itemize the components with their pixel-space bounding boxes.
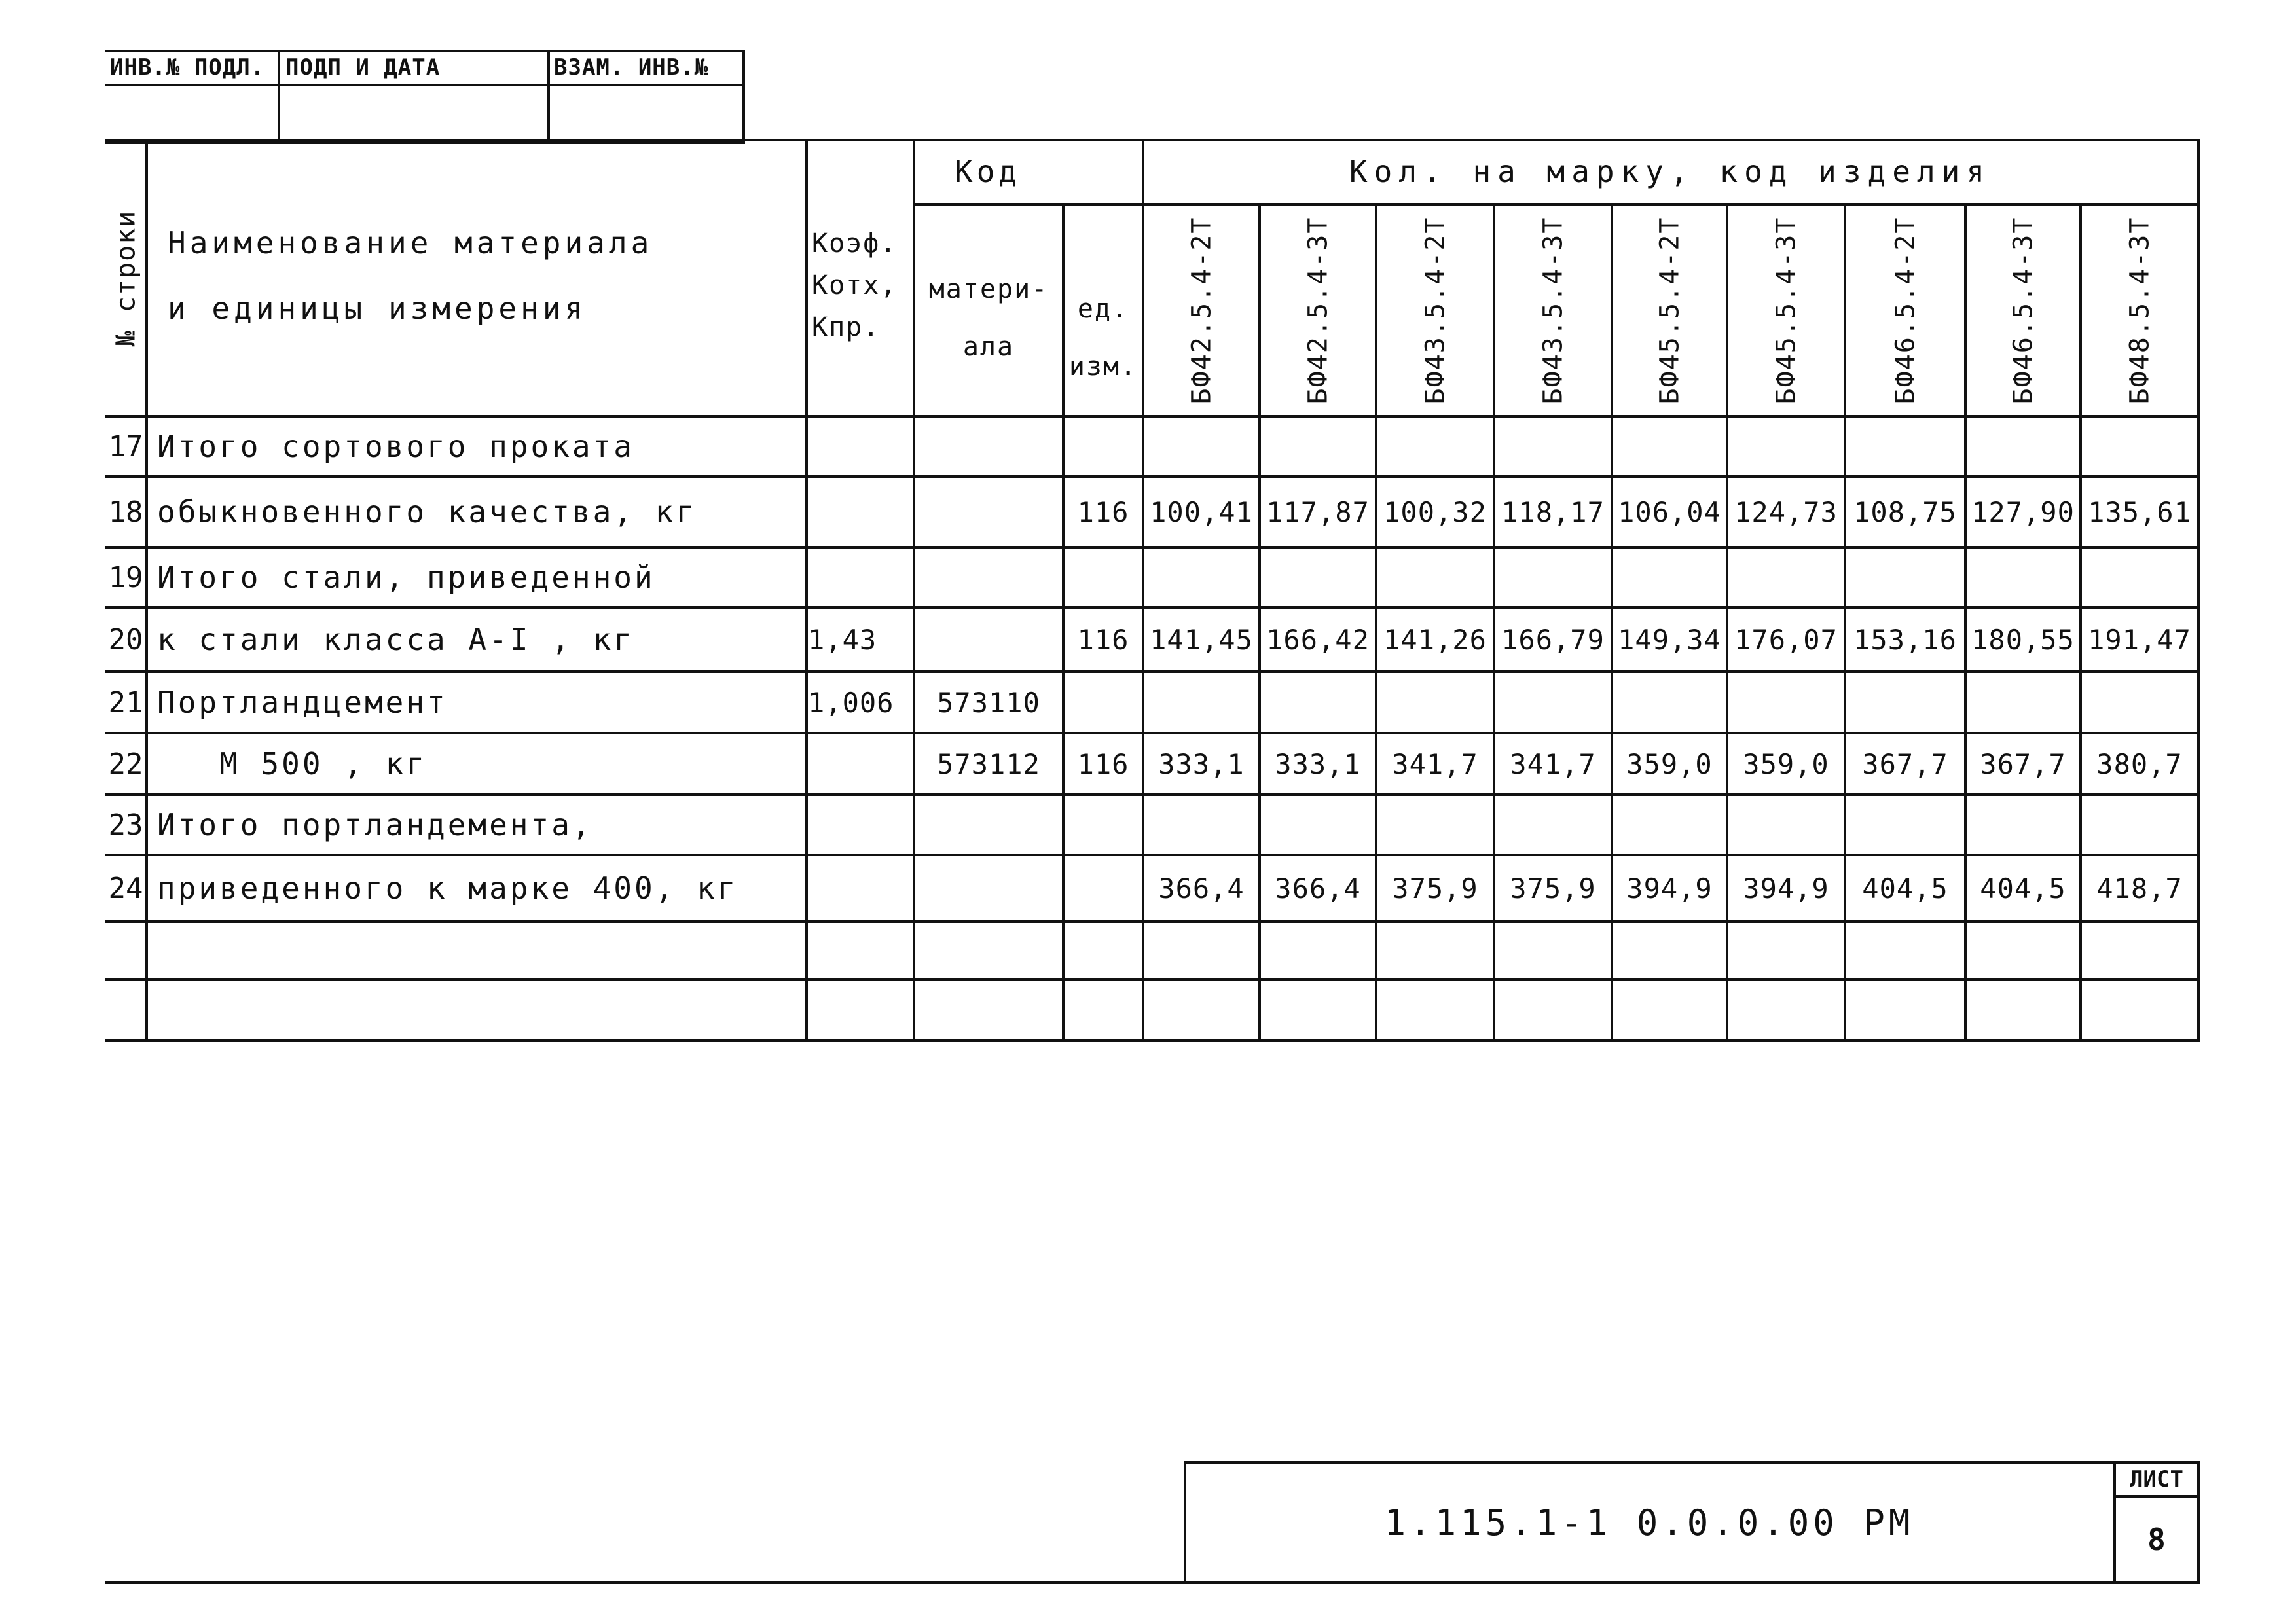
row-quantity-value: [1261, 981, 1375, 1039]
row-quantity-value: [2082, 549, 2197, 606]
row-quantity-value: 191,47: [2088, 623, 2191, 656]
row-quantity-value: 367,7: [1980, 748, 2066, 780]
row-number: 18: [108, 495, 143, 529]
row-quantity-value: 333,1: [1158, 748, 1245, 780]
row-material-name: [157, 923, 799, 978]
header-coef: Коэф. Котх, Кпр.: [812, 228, 898, 342]
row-material-name: М 500 , кг: [157, 746, 428, 782]
row-quantity-value: 380,7: [2096, 748, 2183, 780]
row-quantity-value: [1261, 673, 1375, 732]
header-mark: БФ43.5.4-3Т: [1538, 216, 1568, 405]
row-quantity-value: [1613, 923, 1726, 978]
row-quantity-value: [1495, 981, 1611, 1039]
row-quantity-value: 333,1: [1275, 748, 1361, 780]
row-quantity-value: [1728, 923, 1844, 978]
row-quantity-value: [1613, 981, 1726, 1039]
row-material-name: [157, 981, 799, 1039]
row-quantity-value: 404,5: [1980, 872, 2066, 905]
row-coefficient: [808, 418, 913, 475]
row-coefficient: 1,43: [808, 623, 877, 656]
row-material-name: Итого стали, приведенной: [157, 560, 655, 595]
header-mark: БФ45.5.4-3Т: [1771, 216, 1801, 405]
row-quantity-value: [1144, 549, 1258, 606]
row-quantity-value: [1967, 418, 2079, 475]
row-unit-code: [1065, 981, 1142, 1039]
row-material-code: 573110: [937, 686, 1040, 719]
row-quantity-value: [2082, 418, 2197, 475]
row-quantity-value: [1377, 549, 1493, 606]
row-coefficient: [808, 981, 913, 1039]
row-quantity-value: [1495, 549, 1611, 606]
row-number: 17: [108, 429, 143, 463]
row-quantity-value: [1728, 549, 1844, 606]
row-quantity-value: [1728, 796, 1844, 854]
row-number: 23: [108, 808, 143, 842]
row-material-code: [915, 923, 1062, 978]
row-quantity-value: 366,4: [1158, 872, 1245, 905]
row-quantity-value: 166,42: [1266, 623, 1370, 656]
document-code: 1.115.1-1 0.0.0.00 РМ: [1384, 1502, 1914, 1543]
row-quantity-value: [1261, 923, 1375, 978]
row-quantity-value: [1261, 796, 1375, 854]
row-quantity-value: [1377, 796, 1493, 854]
stamp-sign-date: ПОДП И ДАТА: [285, 54, 441, 81]
row-coefficient: [808, 478, 913, 546]
row-quantity-value: [1495, 796, 1611, 854]
row-coefficient: 1,006: [808, 686, 894, 719]
row-unit-code: [1065, 418, 1142, 475]
row-quantity-value: [1967, 981, 2079, 1039]
row-quantity-value: [1728, 418, 1844, 475]
row-quantity-value: 100,32: [1383, 496, 1487, 528]
row-quantity-value: 166,79: [1501, 623, 1605, 656]
row-material-code: [915, 981, 1062, 1039]
row-quantity-value: 359,0: [1743, 748, 1829, 780]
row-unit-code: [1065, 549, 1142, 606]
row-coefficient: [808, 549, 913, 606]
row-quantity-value: [2082, 923, 2197, 978]
row-quantity-value: 108,75: [1853, 496, 1957, 528]
row-quantity-value: 149,34: [1618, 623, 1721, 656]
row-quantity-value: [2082, 673, 2197, 732]
header-unit: ед. изм.: [1068, 294, 1138, 382]
row-coefficient: [808, 923, 913, 978]
row-quantity-value: 135,61: [2088, 496, 2191, 528]
row-quantity-value: 367,7: [1862, 748, 1948, 780]
row-material-code: [915, 856, 1062, 920]
row-coefficient: [808, 856, 913, 920]
row-quantity-value: [1144, 673, 1258, 732]
header-mark: БФ45.5.4-2Т: [1654, 216, 1685, 405]
row-number: [106, 923, 145, 978]
row-quantity-value: [1377, 923, 1493, 978]
row-quantity-value: [1144, 418, 1258, 475]
row-quantity-value: [1144, 981, 1258, 1039]
header-mark: БФ46.5.4-2Т: [1890, 216, 1920, 405]
header-name-line2: и единицы измерения: [168, 291, 587, 326]
header-code-group: Код: [955, 154, 1021, 189]
sheet-label: ЛИСТ: [2130, 1466, 2183, 1492]
row-quantity-value: 117,87: [1266, 496, 1370, 528]
stamp-replace-inv: ВЗАМ. ИНВ.№: [554, 54, 709, 81]
row-quantity-value: 141,26: [1383, 623, 1487, 656]
row-quantity-value: 375,9: [1510, 872, 1596, 905]
row-quantity-value: [1377, 981, 1493, 1039]
row-material-code: [915, 609, 1062, 670]
row-number: 21: [108, 685, 143, 719]
row-unit-code: [1065, 796, 1142, 854]
row-material-code: [915, 549, 1062, 606]
row-unit-code: 116: [1077, 748, 1129, 780]
header-mark: БФ43.5.4-2Т: [1420, 216, 1450, 405]
row-quantity-value: 141,45: [1150, 623, 1253, 656]
row-number: 24: [108, 871, 143, 905]
row-quantity-value: [1846, 923, 1964, 978]
header-code-material: матери- ала: [928, 274, 1049, 362]
row-quantity-value: [1846, 796, 1964, 854]
row-quantity-value: 153,16: [1853, 623, 1957, 656]
row-quantity-value: 366,4: [1275, 872, 1361, 905]
row-unit-code: [1065, 856, 1142, 920]
header-mark: БФ42.5.4-3Т: [1303, 216, 1333, 405]
row-quantity-value: [1261, 549, 1375, 606]
header-mark: БФ42.5.4-2Т: [1186, 216, 1216, 405]
row-quantity-value: [1377, 673, 1493, 732]
row-material-name: Портландцемент: [157, 685, 448, 720]
sheet-number: 8: [2147, 1522, 2166, 1557]
stamp-inv-no: ИНВ.№ ПОДЛ.: [110, 54, 265, 81]
row-quantity-value: 394,9: [1626, 872, 1713, 905]
row-quantity-value: [1967, 549, 2079, 606]
row-number: 19: [108, 560, 143, 594]
row-quantity-value: 341,7: [1510, 748, 1596, 780]
row-quantity-value: [2082, 796, 2197, 854]
row-quantity-value: 394,9: [1743, 872, 1829, 905]
row-material-name: приведенного к марке 400, кг: [157, 871, 738, 906]
row-quantity-value: 375,9: [1392, 872, 1478, 905]
row-quantity-value: [1846, 673, 1964, 732]
row-number: [106, 981, 145, 1039]
row-quantity-value: [1967, 796, 2079, 854]
row-quantity-value: [1144, 923, 1258, 978]
row-quantity-value: [1144, 796, 1258, 854]
row-quantity-value: [1728, 981, 1844, 1039]
row-quantity-value: [1495, 673, 1611, 732]
row-quantity-value: 127,90: [1971, 496, 2075, 528]
row-material-code: [915, 418, 1062, 475]
row-quantity-value: [2082, 981, 2197, 1039]
row-unit-code: 116: [1077, 623, 1129, 656]
header-mark: БФ48.5.4-3Т: [2124, 216, 2155, 405]
row-number: 22: [108, 747, 143, 781]
row-quantity-value: 404,5: [1862, 872, 1948, 905]
row-quantity-value: 359,0: [1626, 748, 1713, 780]
row-material-code: [915, 796, 1062, 854]
row-quantity-value: 341,7: [1392, 748, 1478, 780]
row-unit-code: [1065, 673, 1142, 732]
row-quantity-value: [1261, 418, 1375, 475]
row-quantity-value: [1846, 418, 1964, 475]
row-quantity-value: [1728, 673, 1844, 732]
row-coefficient: [808, 796, 913, 854]
row-quantity-value: [1613, 549, 1726, 606]
row-material-name: обыкновенного качества, кг: [157, 494, 697, 530]
header-qty-group: Кол. на марку, код изделия: [1349, 154, 1992, 189]
row-quantity-value: [1613, 418, 1726, 475]
row-material-name: Итого сортового проката: [157, 429, 634, 464]
row-quantity-value: [1846, 549, 1964, 606]
row-quantity-value: 106,04: [1618, 496, 1721, 528]
row-quantity-value: 180,55: [1971, 623, 2075, 656]
row-quantity-value: 124,73: [1734, 496, 1838, 528]
header-row-no: № строки: [111, 209, 141, 347]
row-quantity-value: [1495, 923, 1611, 978]
row-material-code: 573112: [937, 748, 1040, 780]
row-quantity-value: 118,17: [1501, 496, 1605, 528]
header-name-line1: Наименование материала: [168, 225, 653, 261]
row-quantity-value: [1613, 673, 1726, 732]
row-material-name: к стали класса А-I , кг: [157, 622, 634, 657]
row-quantity-value: [1495, 418, 1611, 475]
row-quantity-value: 100,41: [1150, 496, 1253, 528]
row-quantity-value: [1613, 796, 1726, 854]
row-quantity-value: [1846, 981, 1964, 1039]
header-mark: БФ46.5.4-3Т: [2008, 216, 2038, 405]
row-quantity-value: [1377, 418, 1493, 475]
row-material-name: Итого портландемента,: [157, 807, 593, 842]
row-unit-code: [1065, 923, 1142, 978]
row-quantity-value: [1967, 673, 2079, 732]
row-number: 20: [108, 623, 143, 657]
row-unit-code: 116: [1077, 496, 1129, 528]
row-material-code: [915, 478, 1062, 546]
row-quantity-value: 176,07: [1734, 623, 1838, 656]
row-quantity-value: 418,7: [2096, 872, 2183, 905]
row-coefficient: [808, 734, 913, 793]
row-quantity-value: [1967, 923, 2079, 978]
